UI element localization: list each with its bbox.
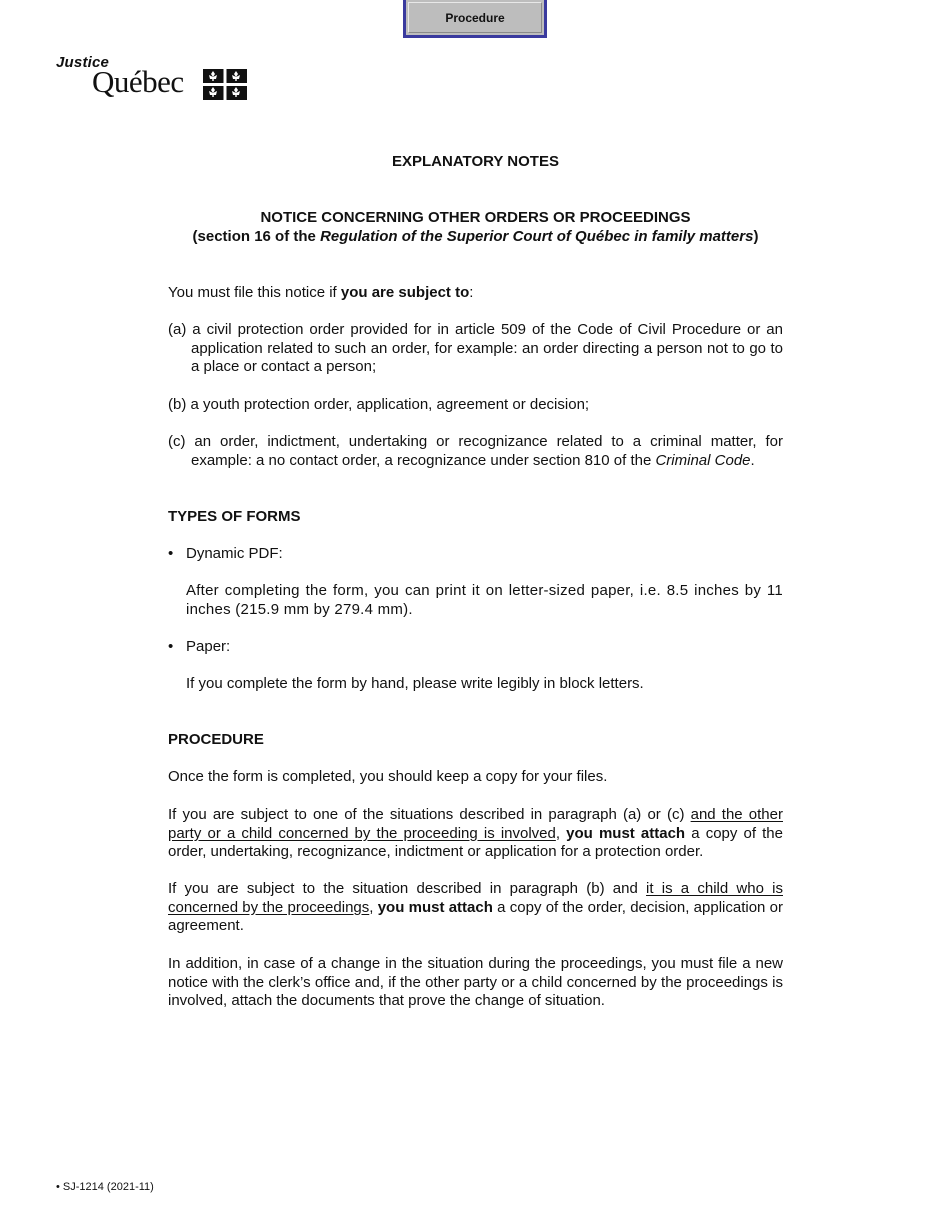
p2-post: a copy of the order, undertaking, recognizance, indictment or application for a protection order.	[168, 824, 783, 861]
notice-subtitle-pre: (section 16 of the	[192, 228, 321, 245]
p3-underline: it is a child who is concerned by the proceedings	[168, 880, 783, 916]
list-item-a: (a) a civil protection order provided for in article 509 of the Code of Civil Procedure or an application related to such an order, for example: an order directing a person not to go to a place or contact a person;	[168, 321, 783, 376]
justice-quebec-logo	[56, 54, 251, 104]
logo-quebec-text: Québec	[92, 64, 184, 99]
criminal-code: Criminal Code	[655, 451, 751, 469]
dynamic-pdf-label: Dynamic PDF:	[186, 545, 283, 562]
bullet-paper	[168, 638, 783, 657]
list-item-b: (b) a youth protection order, application, agreement or decision;	[168, 396, 590, 413]
procedure-button-label: Procedure	[445, 10, 505, 25]
p2-pre: If you are subject to one of the situations described in paragraph (a) or (c)	[168, 806, 691, 823]
procedure-paragraph-2	[168, 806, 783, 862]
p2-mid: ,	[555, 824, 567, 842]
intro-paragraph	[168, 284, 783, 303]
bullet-dynamic-pdf	[168, 545, 783, 564]
form-code-footer: • SJ-1214 (2021-11)	[56, 1181, 154, 1193]
p3-pre: If you are subject to the situation described in paragraph (b) and	[168, 880, 647, 897]
logo-justice-text: Justice	[56, 54, 110, 71]
p3-mid: ,	[369, 898, 378, 916]
procedure-paragraph-3	[168, 880, 783, 936]
paper-label: Paper:	[186, 638, 231, 655]
dynamic-pdf-text: After completing the form, you can print it on letter-sized paper, i.e. 8.5 inches by 11 inches (215.9 mm by 279.4 mm).	[186, 582, 783, 618]
item-c-post: .	[750, 451, 755, 469]
regulation-name: Regulation of the Superior Court of Québec in family matters	[320, 228, 754, 245]
notice-subtitle-post: )	[753, 228, 759, 245]
notice-subtitle	[168, 227, 783, 246]
item-c-pre: (c) an order, indictment, undertaking or recognizance related to a criminal matter, for example: a no contact order, a recognizance under section 810 of the	[168, 433, 783, 469]
procedure-button[interactable]	[403, 0, 547, 38]
bullet-dot: •	[168, 545, 174, 562]
intro-pre: You must file this notice if	[168, 284, 341, 301]
p3-post: a copy of the order, decision, application or agreement.	[168, 898, 783, 935]
notice-title: NOTICE CONCERNING OTHER ORDERS OR PROCEEDINGS	[260, 209, 691, 226]
list-item-c	[168, 433, 783, 470]
page-title: EXPLANATORY NOTES	[392, 153, 559, 170]
types-heading: TYPES OF FORMS	[168, 508, 301, 525]
procedure-paragraph-1: Once the form is completed, you should keep a copy for your files.	[168, 768, 608, 785]
intro-bold: you are subject to	[340, 284, 470, 301]
p2-underline: and the other party or a child concerned by the proceeding is involved	[168, 806, 783, 842]
paper-text: If you complete the form by hand, please write legibly in block letters.	[186, 675, 644, 692]
p2-bold: you must attach	[566, 824, 686, 842]
quebec-flag-icon	[203, 69, 247, 100]
procedure-paragraph-4: In addition, in case of a change in the situation during the proceedings, you must file a new notice with the clerk’s office and, if the other party or a child concerned by the proceedings is involved, attach the documents that prove the change of situation.	[168, 955, 783, 1010]
p3-bold: you must attach	[377, 898, 493, 916]
notice-heading	[168, 208, 783, 246]
procedure-heading: PROCEDURE	[168, 731, 264, 748]
intro-post: :	[469, 284, 474, 301]
bullet-dot: •	[168, 638, 174, 655]
